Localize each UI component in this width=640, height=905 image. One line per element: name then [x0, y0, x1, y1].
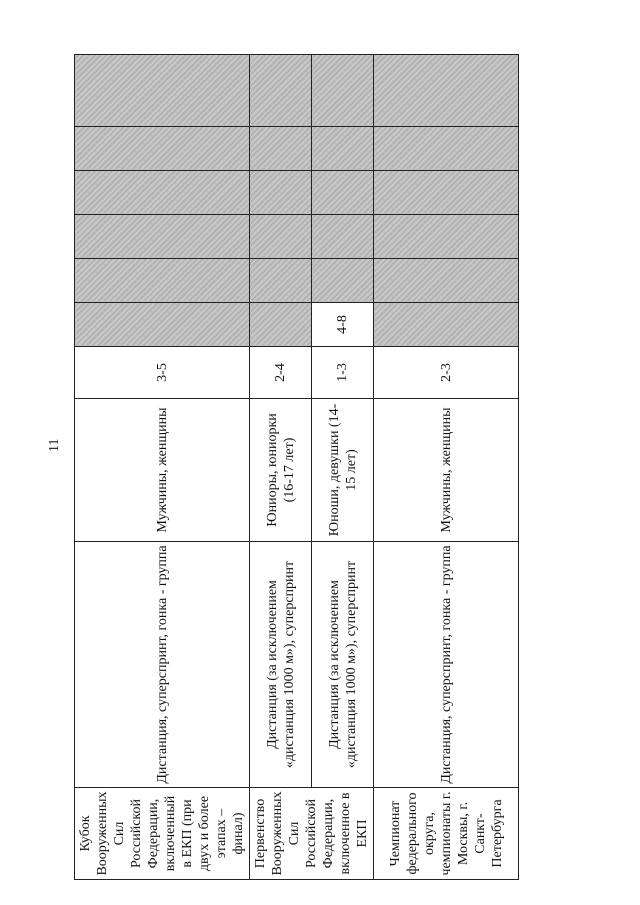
discipline-cell: Дистанция, суперспринт, гонка - группа [75, 542, 250, 788]
shaded-cell [250, 171, 312, 215]
competition-cell: Кубок Вооруженных Сил Российской Федерации, включенный в ЕКП (при двух и более этапах – финал) [75, 788, 250, 880]
shaded-cell [75, 127, 250, 171]
places-cell: 2-4 [250, 347, 312, 399]
shaded-cell [75, 171, 250, 215]
shaded-cell [374, 171, 519, 215]
age-group-cell: Мужчины, женщины [75, 399, 250, 542]
competition-cell: Чемпионат федерального округа, чемпионаты г. Москвы, г. Санкт-Петербурга [374, 788, 519, 880]
shaded-cell [312, 259, 374, 303]
discipline-cell: Дистанция, суперспринт, гонка - группа [374, 542, 519, 788]
age-group-cell: Мужчины, женщины [374, 399, 519, 542]
discipline-cell: Дистанция (за исключением «дистанция 1000 м»), суперспринт [312, 542, 374, 788]
shaded-cell [374, 215, 519, 259]
competition-cell: Первенство Вооруженных Сил Российской Федерации, включенное в ЕКП [250, 788, 374, 880]
shaded-cell [374, 55, 519, 127]
shaded-cell [312, 215, 374, 259]
age-group-cell: Юноши, девушки (14-15 лет) [312, 399, 374, 542]
places-cell: 3-5 [75, 347, 250, 399]
shaded-cell [250, 215, 312, 259]
shaded-cell [250, 55, 312, 127]
table-row [312, 55, 374, 880]
shaded-cell [250, 303, 312, 347]
places-extra-cell: 4-8 [312, 303, 374, 347]
places-cell: 1-3 [312, 347, 374, 399]
shaded-cell [374, 303, 519, 347]
shaded-cell [374, 259, 519, 303]
page-number: 11 [47, 438, 62, 452]
shaded-cell [75, 303, 250, 347]
table-row [374, 55, 519, 880]
rank-requirements-table [74, 54, 519, 880]
table-row [75, 55, 250, 880]
table-row [250, 55, 312, 880]
shaded-cell [312, 171, 374, 215]
shaded-cell [312, 55, 374, 127]
places-cell: 2-3 [374, 347, 519, 399]
shaded-cell [312, 127, 374, 171]
shaded-cell [75, 55, 250, 127]
rotated-table-wrapper [74, 55, 505, 880]
shaded-cell [250, 259, 312, 303]
shaded-cell [75, 259, 250, 303]
age-group-cell: Юниоры, юниорки (16-17 лет) [250, 399, 312, 542]
shaded-cell [250, 127, 312, 171]
shaded-cell [75, 215, 250, 259]
discipline-cell: Дистанция (за исключением «дистанция 1000 м»), суперспринт [250, 542, 312, 788]
shaded-cell [374, 127, 519, 171]
